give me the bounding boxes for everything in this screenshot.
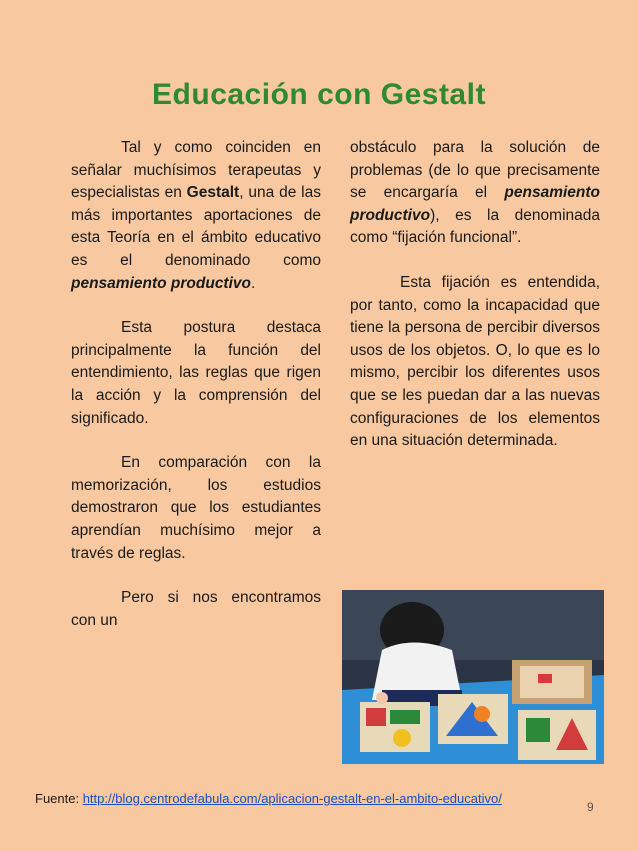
left-column [71,137,321,632]
right-column [350,137,600,453]
classroom-photo [342,590,604,764]
left-paragraph-2: Esta postura destaca principalmente la función del entendimiento, las reglas que rigen la acción y la comprensión del significado. [71,319,321,427]
page-number: 9 [587,800,594,814]
left-paragraph-4: Pero si nos encontramos con un [71,589,321,629]
source-label: Fuente: [35,791,83,806]
left-paragraph-1: Tal y como coinciden en señalar muchísimos terapeutas y especialistas en Gestalt, una de las más importantes aportaciones de esta Teoría en el ámbito educativo es el denominado como pensamiento productivo. [71,139,321,292]
source-footer [35,789,555,808]
right-paragraph-1: obstáculo para la solución de problemas (de lo que precisamente se encargaría el pensamiento productivo), es la denominada como “fijación funcional”. [350,139,600,247]
source-link[interactable]: http://blog.centrodefabula.com/aplicacion-gestalt-en-el-ambito-educativo/ [82,791,502,806]
child-puzzle-illustration [342,590,604,764]
right-paragraph-2: Esta fijación es entendida, por tanto, como la incapacidad que tiene la persona de percibir diversos usos de los objetos. O, lo que es lo mismo, percibir los diferentes usos que se les puedan dar a las nuevas configuraciones de los elementos en una situación determinada. [350,273,600,450]
left-paragraph-3: En comparación con la memorización, los estudios demostraron que los estudiantes aprendían muchísimo mejor a través de reglas. [71,454,321,562]
page-title: Educación con Gestalt [152,78,486,111]
